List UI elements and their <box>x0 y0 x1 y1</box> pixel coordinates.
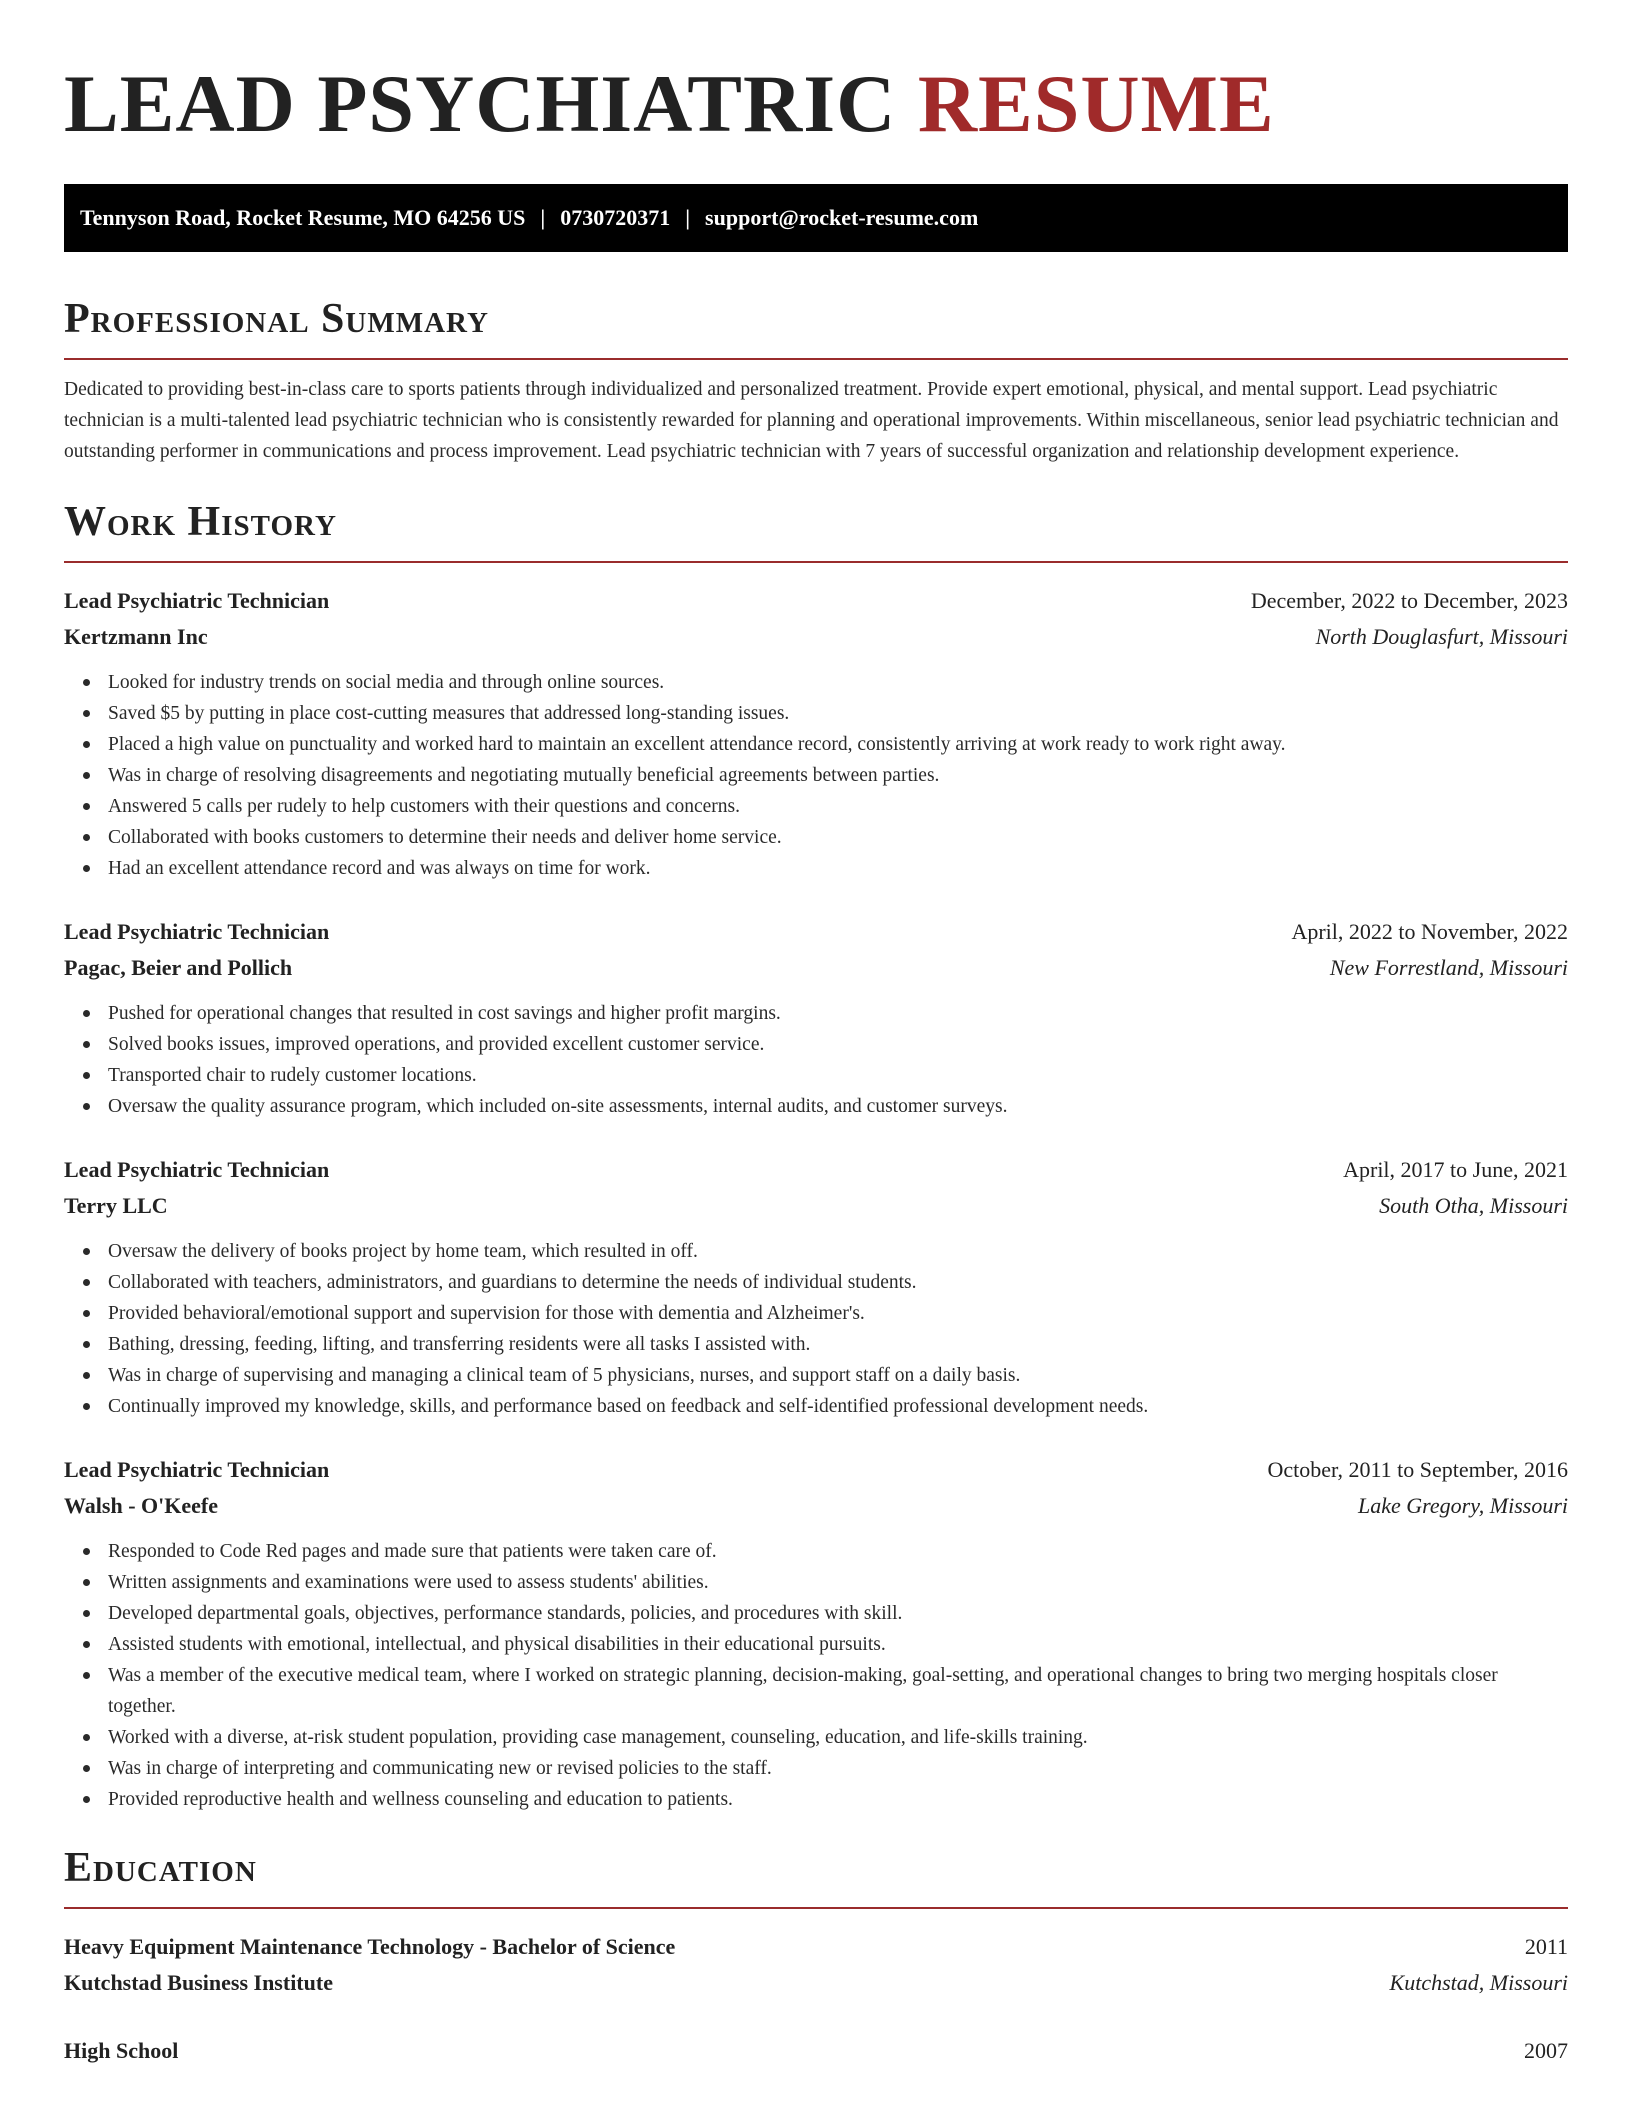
education-degree-row <box>64 2033 1568 2069</box>
job-company: Terry LLC <box>64 1193 168 1218</box>
job-location: North Douglasfurt, Missouri <box>1315 624 1568 649</box>
duty-item: Responded to Code Red pages and made sure that patients were taken care of. <box>108 1536 1568 1567</box>
duty-item: Answered 5 calls per rudely to help customers with their questions and concerns. <box>108 791 1568 822</box>
job-company-row <box>64 619 1568 655</box>
duty-item: Bathing, dressing, feeding, lifting, and transferring residents were all tasks I assisted with. <box>108 1329 1568 1360</box>
duty-item: Collaborated with books customers to determine their needs and deliver home service. <box>108 822 1568 853</box>
education-degree: High School <box>64 2038 179 2063</box>
contact-separator: | <box>685 205 691 230</box>
duty-item: Provided reproductive health and wellness counseling and education to patients. <box>108 1784 1568 1815</box>
job-header-row <box>64 1152 1568 1188</box>
resume-title <box>64 56 1568 152</box>
job-duties-list <box>64 1236 1568 1422</box>
job-company-row <box>64 1188 1568 1224</box>
duty-item: Had an excellent attendance record and was always on time for work. <box>108 853 1568 884</box>
duty-item: Written assignments and examinations were used to assess students' abilities. <box>108 1567 1568 1598</box>
job-location: Lake Gregory, Missouri <box>1357 1493 1568 1518</box>
education-location: Kutchstad, Missouri <box>1389 1970 1568 1995</box>
contact-phone: 0730720371 <box>560 205 671 230</box>
job-header-row <box>64 583 1568 619</box>
contact-separator: | <box>540 205 546 230</box>
job-dates: October, 2011 to September, 2016 <box>1267 1457 1568 1482</box>
job-company-row <box>64 950 1568 986</box>
education-school: Kutchstad Business Institute <box>64 1970 333 1995</box>
job-title: Lead Psychiatric Technician <box>64 1157 330 1182</box>
education-section <box>64 1843 1568 2069</box>
duty-item: Solved books issues, improved operations, and provided excellent customer service. <box>108 1029 1568 1060</box>
job-entry <box>64 1452 1568 1815</box>
professional-summary-section <box>64 294 1568 467</box>
duty-item: Oversaw the delivery of books project by home team, which resulted in off. <box>108 1236 1568 1267</box>
job-dates: April, 2022 to November, 2022 <box>1291 919 1568 944</box>
duty-item: Worked with a diverse, at-risk student population, providing case management, counseling, education, and life-skills training. <box>108 1722 1568 1753</box>
job-header-row <box>64 1452 1568 1488</box>
job-dates: April, 2017 to June, 2021 <box>1343 1157 1568 1182</box>
job-entry <box>64 914 1568 1122</box>
section-heading: Work History <box>64 497 1568 563</box>
job-entry <box>64 583 1568 884</box>
duty-item: Provided behavioral/emotional support and supervision for those with dementia and Alzheimer's. <box>108 1298 1568 1329</box>
job-company: Kertzmann Inc <box>64 624 208 649</box>
education-school-row <box>64 1965 1568 2001</box>
duty-item: Placed a high value on punctuality and worked hard to maintain an excellent attendance record, consistently arriving at work ready to work right away. <box>108 729 1568 760</box>
job-duties-list <box>64 667 1568 884</box>
duty-item: Was a member of the executive medical team, where I worked on strategic planning, decision-making, goal-setting, and operational changes to bring two merging hospitals closer together. <box>108 1660 1568 1722</box>
title-accent: RESUME <box>917 58 1275 149</box>
education-entry <box>64 2033 1568 2069</box>
job-duties-list <box>64 998 1568 1122</box>
duty-item: Transported chair to rudely customer locations. <box>108 1060 1568 1091</box>
duty-item: Was in charge of resolving disagreements and negotiating mutually beneficial agreements between parties. <box>108 760 1568 791</box>
duty-item: Developed departmental goals, objectives, performance standards, policies, and procedures with skill. <box>108 1598 1568 1629</box>
job-company: Walsh - O'Keefe <box>64 1493 218 1518</box>
section-heading: Education <box>64 1843 1568 1909</box>
duty-item: Pushed for operational changes that resulted in cost savings and higher profit margins. <box>108 998 1568 1029</box>
duty-item: Oversaw the quality assurance program, which included on-site assessments, internal audits, and customer surveys. <box>108 1091 1568 1122</box>
section-heading: Professional Summary <box>64 294 1568 360</box>
duty-item: Collaborated with teachers, administrators, and guardians to determine the needs of individual students. <box>108 1267 1568 1298</box>
education-entry <box>64 1929 1568 2001</box>
job-location: New Forrestland, Missouri <box>1329 955 1568 980</box>
job-title: Lead Psychiatric Technician <box>64 1457 330 1482</box>
job-entry <box>64 1152 1568 1422</box>
contact-address: Tennyson Road, Rocket Resume, MO 64256 US <box>80 205 526 230</box>
duty-item: Looked for industry trends on social media and through online sources. <box>108 667 1568 698</box>
contact-bar <box>64 184 1568 252</box>
contact-email: support@rocket-resume.com <box>705 205 979 230</box>
duty-item: Continually improved my knowledge, skills, and performance based on feedback and self-identified professional development needs. <box>108 1391 1568 1422</box>
title-main: LEAD PSYCHIATRIC <box>64 58 897 149</box>
job-header-row <box>64 914 1568 950</box>
job-title: Lead Psychiatric Technician <box>64 919 330 944</box>
job-duties-list <box>64 1536 1568 1815</box>
job-company-row <box>64 1488 1568 1524</box>
duty-item: Was in charge of supervising and managing a clinical team of 5 physicians, nurses, and support staff on a daily basis. <box>108 1360 1568 1391</box>
duty-item: Was in charge of interpreting and communicating new or revised policies to the staff. <box>108 1753 1568 1784</box>
job-location: South Otha, Missouri <box>1379 1193 1568 1218</box>
education-degree: Heavy Equipment Maintenance Technology - Bachelor of Science <box>64 1934 676 1959</box>
work-history-section <box>64 497 1568 1815</box>
job-dates: December, 2022 to December, 2023 <box>1250 588 1568 613</box>
education-degree-row <box>64 1929 1568 1965</box>
duty-item: Assisted students with emotional, intellectual, and physical disabilities in their educational pursuits. <box>108 1629 1568 1660</box>
education-year: 2007 <box>1524 2038 1568 2063</box>
education-year: 2011 <box>1524 1934 1568 1959</box>
job-company: Pagac, Beier and Pollich <box>64 955 293 980</box>
summary-text: Dedicated to providing best-in-class care to sports patients through individualized and personalized treatment. Provide expert emotional, physical, and mental support. Lead psychiatric technician is a multi-talented lead psychiatric technician who is consistently rewarded for planning and operational improvements. Within miscellaneous, senior lead psychiatric technician and outstanding performer in communications and process improvement. Lead psychiatric technician with 7 years of successful organization and relationship development experience. <box>64 379 1559 462</box>
duty-item: Saved $5 by putting in place cost-cutting measures that addressed long-standing issues. <box>108 698 1568 729</box>
job-title: Lead Psychiatric Technician <box>64 588 330 613</box>
